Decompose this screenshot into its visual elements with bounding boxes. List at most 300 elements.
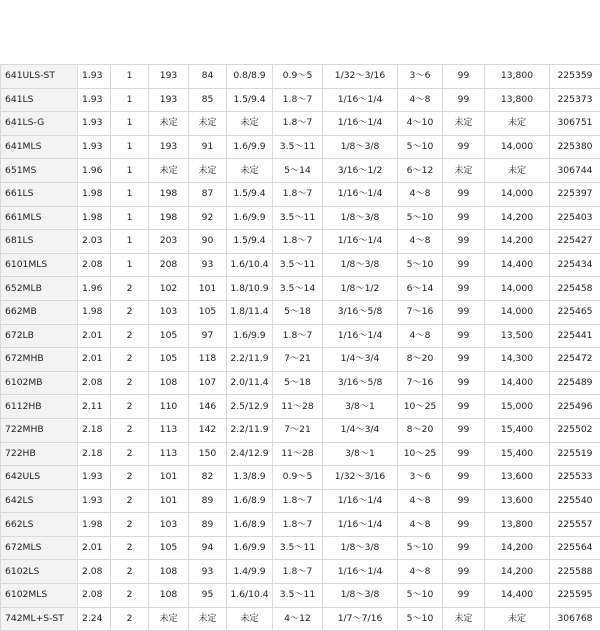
- lure-g-cell: 6～14: [398, 277, 443, 301]
- lure-oz-cell: 1/16～1/4: [323, 324, 398, 348]
- price-cell: 14,000: [485, 135, 550, 159]
- line-lb-cell: 1.8～7: [273, 88, 323, 112]
- table-row: [1, 88, 600, 112]
- pieces-cell: 1: [111, 230, 149, 254]
- lure-g-cell: 3～6: [398, 466, 443, 490]
- product-code-cell: 225519: [550, 442, 600, 466]
- weight-cell: 101: [189, 277, 227, 301]
- product-code-cell: 225441: [550, 324, 600, 348]
- price-cell: 14,200: [485, 536, 550, 560]
- pieces-cell: 2: [111, 560, 149, 584]
- line-lb-cell: 3.5～11: [273, 536, 323, 560]
- price-cell: 15,000: [485, 395, 550, 419]
- lure-g-cell: 5～10: [398, 206, 443, 230]
- carbon-percent-cell: 99: [443, 395, 485, 419]
- pieces-cell: 1: [111, 182, 149, 206]
- lure-g-cell: 6～12: [398, 159, 443, 183]
- closed-length-cell: 未定: [149, 159, 189, 183]
- length-m-cell: 2.08: [78, 371, 111, 395]
- carbon-percent-cell: 99: [443, 65, 485, 89]
- line-lb-cell: 4～12: [273, 607, 323, 631]
- line-lb-cell: 1.8～7: [273, 513, 323, 537]
- length-m-cell: 2.08: [78, 584, 111, 608]
- line-lb-cell: 3.5～11: [273, 135, 323, 159]
- product-code-cell: 225434: [550, 253, 600, 277]
- carbon-percent-cell: 99: [443, 560, 485, 584]
- pieces-cell: 2: [111, 324, 149, 348]
- lure-g-cell: 5～10: [398, 536, 443, 560]
- product-code-cell: 225540: [550, 489, 600, 513]
- length-m-cell: 1.98: [78, 206, 111, 230]
- model-cell: 641LS: [1, 88, 78, 112]
- length-m-cell: 1.93: [78, 112, 111, 136]
- price-cell: 未定: [485, 607, 550, 631]
- table-row: [1, 607, 600, 631]
- closed-length-cell: 198: [149, 206, 189, 230]
- table-row: [1, 324, 600, 348]
- carbon-percent-cell: 99: [443, 466, 485, 490]
- length-m-cell: 2.01: [78, 536, 111, 560]
- product-code-cell: 225472: [550, 348, 600, 372]
- carbon-percent-cell: 未定: [443, 112, 485, 136]
- model-cell: 681LS: [1, 230, 78, 254]
- product-code-cell: 306744: [550, 159, 600, 183]
- price-cell: 14,200: [485, 230, 550, 254]
- tip-butt-diameter-cell: 1.5/9.4: [227, 230, 273, 254]
- price-cell: 14,000: [485, 300, 550, 324]
- product-code-cell: 225380: [550, 135, 600, 159]
- tip-butt-diameter-cell: 1.6/8.9: [227, 513, 273, 537]
- lure-g-cell: 4～8: [398, 560, 443, 584]
- closed-length-cell: 108: [149, 560, 189, 584]
- closed-length-cell: 193: [149, 65, 189, 89]
- length-m-cell: 2.24: [78, 607, 111, 631]
- price-cell: 13,500: [485, 324, 550, 348]
- table-row: [1, 489, 600, 513]
- pieces-cell: 2: [111, 300, 149, 324]
- pieces-cell: 1: [111, 135, 149, 159]
- closed-length-cell: 198: [149, 182, 189, 206]
- closed-length-cell: 101: [149, 489, 189, 513]
- weight-cell: 92: [189, 206, 227, 230]
- tip-butt-diameter-cell: 1.8/11.4: [227, 300, 273, 324]
- pieces-cell: 1: [111, 159, 149, 183]
- line-lb-cell: 5～18: [273, 300, 323, 324]
- weight-cell: 91: [189, 135, 227, 159]
- line-lb-cell: 11～28: [273, 395, 323, 419]
- price-cell: 15,400: [485, 418, 550, 442]
- closed-length-cell: 105: [149, 536, 189, 560]
- model-cell: 672MHB: [1, 348, 78, 372]
- product-code-cell: 225403: [550, 206, 600, 230]
- table-row: [1, 560, 600, 584]
- table-row: [1, 300, 600, 324]
- lure-oz-cell: 3/8～1: [323, 395, 398, 419]
- weight-cell: 87: [189, 182, 227, 206]
- carbon-percent-cell: 99: [443, 489, 485, 513]
- length-m-cell: 2.18: [78, 418, 111, 442]
- line-lb-cell: 5～14: [273, 159, 323, 183]
- tip-butt-diameter-cell: 1.6/9.9: [227, 536, 273, 560]
- table-row: [1, 513, 600, 537]
- lure-g-cell: 5～10: [398, 253, 443, 277]
- carbon-percent-cell: 99: [443, 348, 485, 372]
- lure-oz-cell: 1/16～1/4: [323, 489, 398, 513]
- lure-oz-cell: 1/16～1/4: [323, 230, 398, 254]
- table-row: [1, 159, 600, 183]
- weight-cell: 未定: [189, 112, 227, 136]
- lure-g-cell: 4～8: [398, 182, 443, 206]
- tip-butt-diameter-cell: 未定: [227, 112, 273, 136]
- tip-butt-diameter-cell: 1.6/8.9: [227, 489, 273, 513]
- model-cell: 6101MLS: [1, 253, 78, 277]
- pieces-cell: 2: [111, 348, 149, 372]
- carbon-percent-cell: 99: [443, 371, 485, 395]
- tip-butt-diameter-cell: 1.5/9.4: [227, 182, 273, 206]
- weight-cell: 118: [189, 348, 227, 372]
- lure-g-cell: 4～8: [398, 513, 443, 537]
- tip-butt-diameter-cell: 0.8/8.9: [227, 65, 273, 89]
- price-cell: 13,800: [485, 513, 550, 537]
- price-cell: 13,600: [485, 466, 550, 490]
- weight-cell: 90: [189, 230, 227, 254]
- length-m-cell: 1.98: [78, 513, 111, 537]
- lure-oz-cell: 1/16～1/4: [323, 560, 398, 584]
- model-cell: 652MLB: [1, 277, 78, 301]
- pieces-cell: 2: [111, 513, 149, 537]
- table-row: [1, 536, 600, 560]
- table-row: [1, 348, 600, 372]
- tip-butt-diameter-cell: 未定: [227, 607, 273, 631]
- model-cell: 641MLS: [1, 135, 78, 159]
- length-m-cell: 2.01: [78, 324, 111, 348]
- length-m-cell: 1.93: [78, 489, 111, 513]
- model-cell: 742ML+S-ST: [1, 607, 78, 631]
- length-m-cell: 1.98: [78, 182, 111, 206]
- tip-butt-diameter-cell: 1.8/10.9: [227, 277, 273, 301]
- closed-length-cell: 203: [149, 230, 189, 254]
- tip-butt-diameter-cell: 2.2/11.9: [227, 418, 273, 442]
- table-row: [1, 65, 600, 89]
- product-code-cell: 225359: [550, 65, 600, 89]
- closed-length-cell: 未定: [149, 112, 189, 136]
- carbon-percent-cell: 99: [443, 206, 485, 230]
- table-row: [1, 395, 600, 419]
- lure-oz-cell: 1/4～3/4: [323, 418, 398, 442]
- lure-oz-cell: 1/8～3/8: [323, 536, 398, 560]
- lure-g-cell: 8～20: [398, 418, 443, 442]
- model-cell: 662MB: [1, 300, 78, 324]
- closed-length-cell: 110: [149, 395, 189, 419]
- carbon-percent-cell: 未定: [443, 607, 485, 631]
- pieces-cell: 1: [111, 206, 149, 230]
- model-cell: 642LS: [1, 489, 78, 513]
- model-cell: 641ULS-ST: [1, 65, 78, 89]
- weight-cell: 未定: [189, 607, 227, 631]
- lure-oz-cell: 1/7～7/16: [323, 607, 398, 631]
- lure-oz-cell: 1/16～1/4: [323, 112, 398, 136]
- product-code-cell: 225489: [550, 371, 600, 395]
- price-cell: 14,200: [485, 560, 550, 584]
- closed-length-cell: 103: [149, 300, 189, 324]
- spec-table: [0, 64, 600, 631]
- product-code-cell: 225458: [550, 277, 600, 301]
- table-row: [1, 371, 600, 395]
- product-code-cell: 225496: [550, 395, 600, 419]
- model-cell: 6102LS: [1, 560, 78, 584]
- price-cell: 14,000: [485, 182, 550, 206]
- table-row: [1, 466, 600, 490]
- lure-g-cell: 5～10: [398, 607, 443, 631]
- price-cell: 14,400: [485, 253, 550, 277]
- model-cell: 641LS-G: [1, 112, 78, 136]
- price-cell: 14,300: [485, 348, 550, 372]
- lure-oz-cell: 3/16～5/8: [323, 371, 398, 395]
- lure-oz-cell: 3/16～5/8: [323, 300, 398, 324]
- product-code-cell: 225533: [550, 466, 600, 490]
- length-m-cell: 1.96: [78, 159, 111, 183]
- weight-cell: 97: [189, 324, 227, 348]
- line-lb-cell: 1.8～7: [273, 112, 323, 136]
- table-row: [1, 253, 600, 277]
- table-row: [1, 442, 600, 466]
- carbon-percent-cell: 未定: [443, 159, 485, 183]
- price-cell: 15,400: [485, 442, 550, 466]
- model-cell: 642ULS: [1, 466, 78, 490]
- weight-cell: 84: [189, 65, 227, 89]
- model-cell: 661MLS: [1, 206, 78, 230]
- closed-length-cell: 208: [149, 253, 189, 277]
- length-m-cell: 1.93: [78, 65, 111, 89]
- weight-cell: 89: [189, 513, 227, 537]
- lure-oz-cell: 1/8～1/2: [323, 277, 398, 301]
- price-cell: 14,400: [485, 584, 550, 608]
- carbon-percent-cell: 99: [443, 230, 485, 254]
- carbon-percent-cell: 99: [443, 300, 485, 324]
- length-m-cell: 2.08: [78, 560, 111, 584]
- model-cell: 6112HB: [1, 395, 78, 419]
- carbon-percent-cell: 99: [443, 324, 485, 348]
- model-cell: 722HB: [1, 442, 78, 466]
- closed-length-cell: 113: [149, 442, 189, 466]
- line-lb-cell: 1.8～7: [273, 182, 323, 206]
- length-m-cell: 1.98: [78, 300, 111, 324]
- lure-oz-cell: 1/32～3/16: [323, 65, 398, 89]
- product-code-cell: 225557: [550, 513, 600, 537]
- product-code-cell: 225465: [550, 300, 600, 324]
- weight-cell: 105: [189, 300, 227, 324]
- length-m-cell: 2.18: [78, 442, 111, 466]
- closed-length-cell: 103: [149, 513, 189, 537]
- tip-butt-diameter-cell: 2.2/11.9: [227, 348, 273, 372]
- price-cell: 13,800: [485, 88, 550, 112]
- price-cell: 14,200: [485, 206, 550, 230]
- lure-g-cell: 10～25: [398, 442, 443, 466]
- pieces-cell: 1: [111, 112, 149, 136]
- pieces-cell: 1: [111, 253, 149, 277]
- weight-cell: 未定: [189, 159, 227, 183]
- lure-oz-cell: 1/16～1/4: [323, 182, 398, 206]
- lure-g-cell: 5～10: [398, 584, 443, 608]
- pieces-cell: 1: [111, 65, 149, 89]
- lure-oz-cell: 1/8～3/8: [323, 253, 398, 277]
- model-cell: 651MS: [1, 159, 78, 183]
- length-m-cell: 1.93: [78, 88, 111, 112]
- model-cell: 661LS: [1, 182, 78, 206]
- line-lb-cell: 7～21: [273, 348, 323, 372]
- pieces-cell: 2: [111, 536, 149, 560]
- lure-g-cell: 4～8: [398, 324, 443, 348]
- price-cell: 13,800: [485, 65, 550, 89]
- line-lb-cell: 3.5～11: [273, 253, 323, 277]
- pieces-cell: 2: [111, 466, 149, 490]
- tip-butt-diameter-cell: 2.5/12.9: [227, 395, 273, 419]
- closed-length-cell: 108: [149, 371, 189, 395]
- model-cell: 672LB: [1, 324, 78, 348]
- tip-butt-diameter-cell: 1.6/9.9: [227, 135, 273, 159]
- weight-cell: 82: [189, 466, 227, 490]
- carbon-percent-cell: 99: [443, 277, 485, 301]
- product-code-cell: 306751: [550, 112, 600, 136]
- price-cell: 14,400: [485, 371, 550, 395]
- lure-g-cell: 8～20: [398, 348, 443, 372]
- tip-butt-diameter-cell: 1.4/9.9: [227, 560, 273, 584]
- weight-cell: 85: [189, 88, 227, 112]
- price-cell: 未定: [485, 112, 550, 136]
- line-lb-cell: 7～21: [273, 418, 323, 442]
- line-lb-cell: 11～28: [273, 442, 323, 466]
- table-row: [1, 182, 600, 206]
- length-m-cell: 2.01: [78, 348, 111, 372]
- table-row: [1, 112, 600, 136]
- product-code-cell: 225595: [550, 584, 600, 608]
- tip-butt-diameter-cell: 1.6/9.9: [227, 206, 273, 230]
- table-row: [1, 277, 600, 301]
- tip-butt-diameter-cell: 1.5/9.4: [227, 88, 273, 112]
- product-code-cell: 225588: [550, 560, 600, 584]
- weight-cell: 146: [189, 395, 227, 419]
- length-m-cell: 2.11: [78, 395, 111, 419]
- carbon-percent-cell: 99: [443, 135, 485, 159]
- tip-butt-diameter-cell: 1.6/9.9: [227, 324, 273, 348]
- lure-oz-cell: 1/4～3/4: [323, 348, 398, 372]
- weight-cell: 95: [189, 584, 227, 608]
- line-lb-cell: 1.8～7: [273, 489, 323, 513]
- lure-g-cell: 4～10: [398, 112, 443, 136]
- closed-length-cell: 未定: [149, 607, 189, 631]
- product-code-cell: 225427: [550, 230, 600, 254]
- line-lb-cell: 1.8～7: [273, 230, 323, 254]
- pieces-cell: 1: [111, 88, 149, 112]
- weight-cell: 89: [189, 489, 227, 513]
- carbon-percent-cell: 99: [443, 88, 485, 112]
- length-m-cell: 1.93: [78, 135, 111, 159]
- pieces-cell: 2: [111, 371, 149, 395]
- carbon-percent-cell: 99: [443, 584, 485, 608]
- closed-length-cell: 193: [149, 135, 189, 159]
- pieces-cell: 2: [111, 442, 149, 466]
- line-lb-cell: 3.5～14: [273, 277, 323, 301]
- lure-g-cell: 5～10: [398, 135, 443, 159]
- carbon-percent-cell: 99: [443, 253, 485, 277]
- lure-g-cell: 7～16: [398, 371, 443, 395]
- carbon-percent-cell: 99: [443, 442, 485, 466]
- product-code-cell: 225397: [550, 182, 600, 206]
- length-m-cell: 2.03: [78, 230, 111, 254]
- lure-g-cell: 3～6: [398, 65, 443, 89]
- weight-cell: 94: [189, 536, 227, 560]
- closed-length-cell: 105: [149, 348, 189, 372]
- weight-cell: 107: [189, 371, 227, 395]
- product-code-cell: 225502: [550, 418, 600, 442]
- product-code-cell: 225564: [550, 536, 600, 560]
- carbon-percent-cell: 99: [443, 513, 485, 537]
- lure-oz-cell: 1/8～3/8: [323, 206, 398, 230]
- tip-butt-diameter-cell: 2.0/11.4: [227, 371, 273, 395]
- line-lb-cell: 1.8～7: [273, 560, 323, 584]
- tip-butt-diameter-cell: 1.6/10.4: [227, 584, 273, 608]
- lure-oz-cell: 3/8～1: [323, 442, 398, 466]
- length-m-cell: 1.93: [78, 466, 111, 490]
- line-lb-cell: 0.9～5: [273, 466, 323, 490]
- model-cell: 722MHB: [1, 418, 78, 442]
- pieces-cell: 2: [111, 418, 149, 442]
- product-code-cell: 306768: [550, 607, 600, 631]
- tip-butt-diameter-cell: 2.4/12.9: [227, 442, 273, 466]
- model-cell: 672MLS: [1, 536, 78, 560]
- price-cell: 14,000: [485, 277, 550, 301]
- lure-g-cell: 4～8: [398, 489, 443, 513]
- tip-butt-diameter-cell: 1.6/10.4: [227, 253, 273, 277]
- price-cell: 未定: [485, 159, 550, 183]
- closed-length-cell: 105: [149, 324, 189, 348]
- lure-oz-cell: 1/16～1/4: [323, 513, 398, 537]
- carbon-percent-cell: 99: [443, 418, 485, 442]
- line-lb-cell: 3.5～11: [273, 584, 323, 608]
- lure-g-cell: 4～8: [398, 88, 443, 112]
- pieces-cell: 2: [111, 584, 149, 608]
- lure-g-cell: 4～8: [398, 230, 443, 254]
- closed-length-cell: 108: [149, 584, 189, 608]
- model-cell: 662LS: [1, 513, 78, 537]
- tip-butt-diameter-cell: 1.3/8.9: [227, 466, 273, 490]
- pieces-cell: 2: [111, 607, 149, 631]
- lure-oz-cell: 1/8～3/8: [323, 584, 398, 608]
- length-m-cell: 2.08: [78, 253, 111, 277]
- lure-oz-cell: 1/8～3/8: [323, 135, 398, 159]
- weight-cell: 93: [189, 253, 227, 277]
- closed-length-cell: 102: [149, 277, 189, 301]
- lure-g-cell: 10～25: [398, 395, 443, 419]
- lure-oz-cell: 1/16～1/4: [323, 88, 398, 112]
- carbon-percent-cell: 99: [443, 536, 485, 560]
- tip-butt-diameter-cell: 未定: [227, 159, 273, 183]
- table-row: [1, 135, 600, 159]
- table-row: [1, 206, 600, 230]
- pieces-cell: 2: [111, 489, 149, 513]
- weight-cell: 142: [189, 418, 227, 442]
- closed-length-cell: 193: [149, 88, 189, 112]
- table-row: [1, 418, 600, 442]
- lure-oz-cell: 1/32～3/16: [323, 466, 398, 490]
- length-m-cell: 1.96: [78, 277, 111, 301]
- table-row: [1, 584, 600, 608]
- line-lb-cell: 5～18: [273, 371, 323, 395]
- price-cell: 13,600: [485, 489, 550, 513]
- line-lb-cell: 1.8～7: [273, 324, 323, 348]
- line-lb-cell: 3.5～11: [273, 206, 323, 230]
- pieces-cell: 2: [111, 277, 149, 301]
